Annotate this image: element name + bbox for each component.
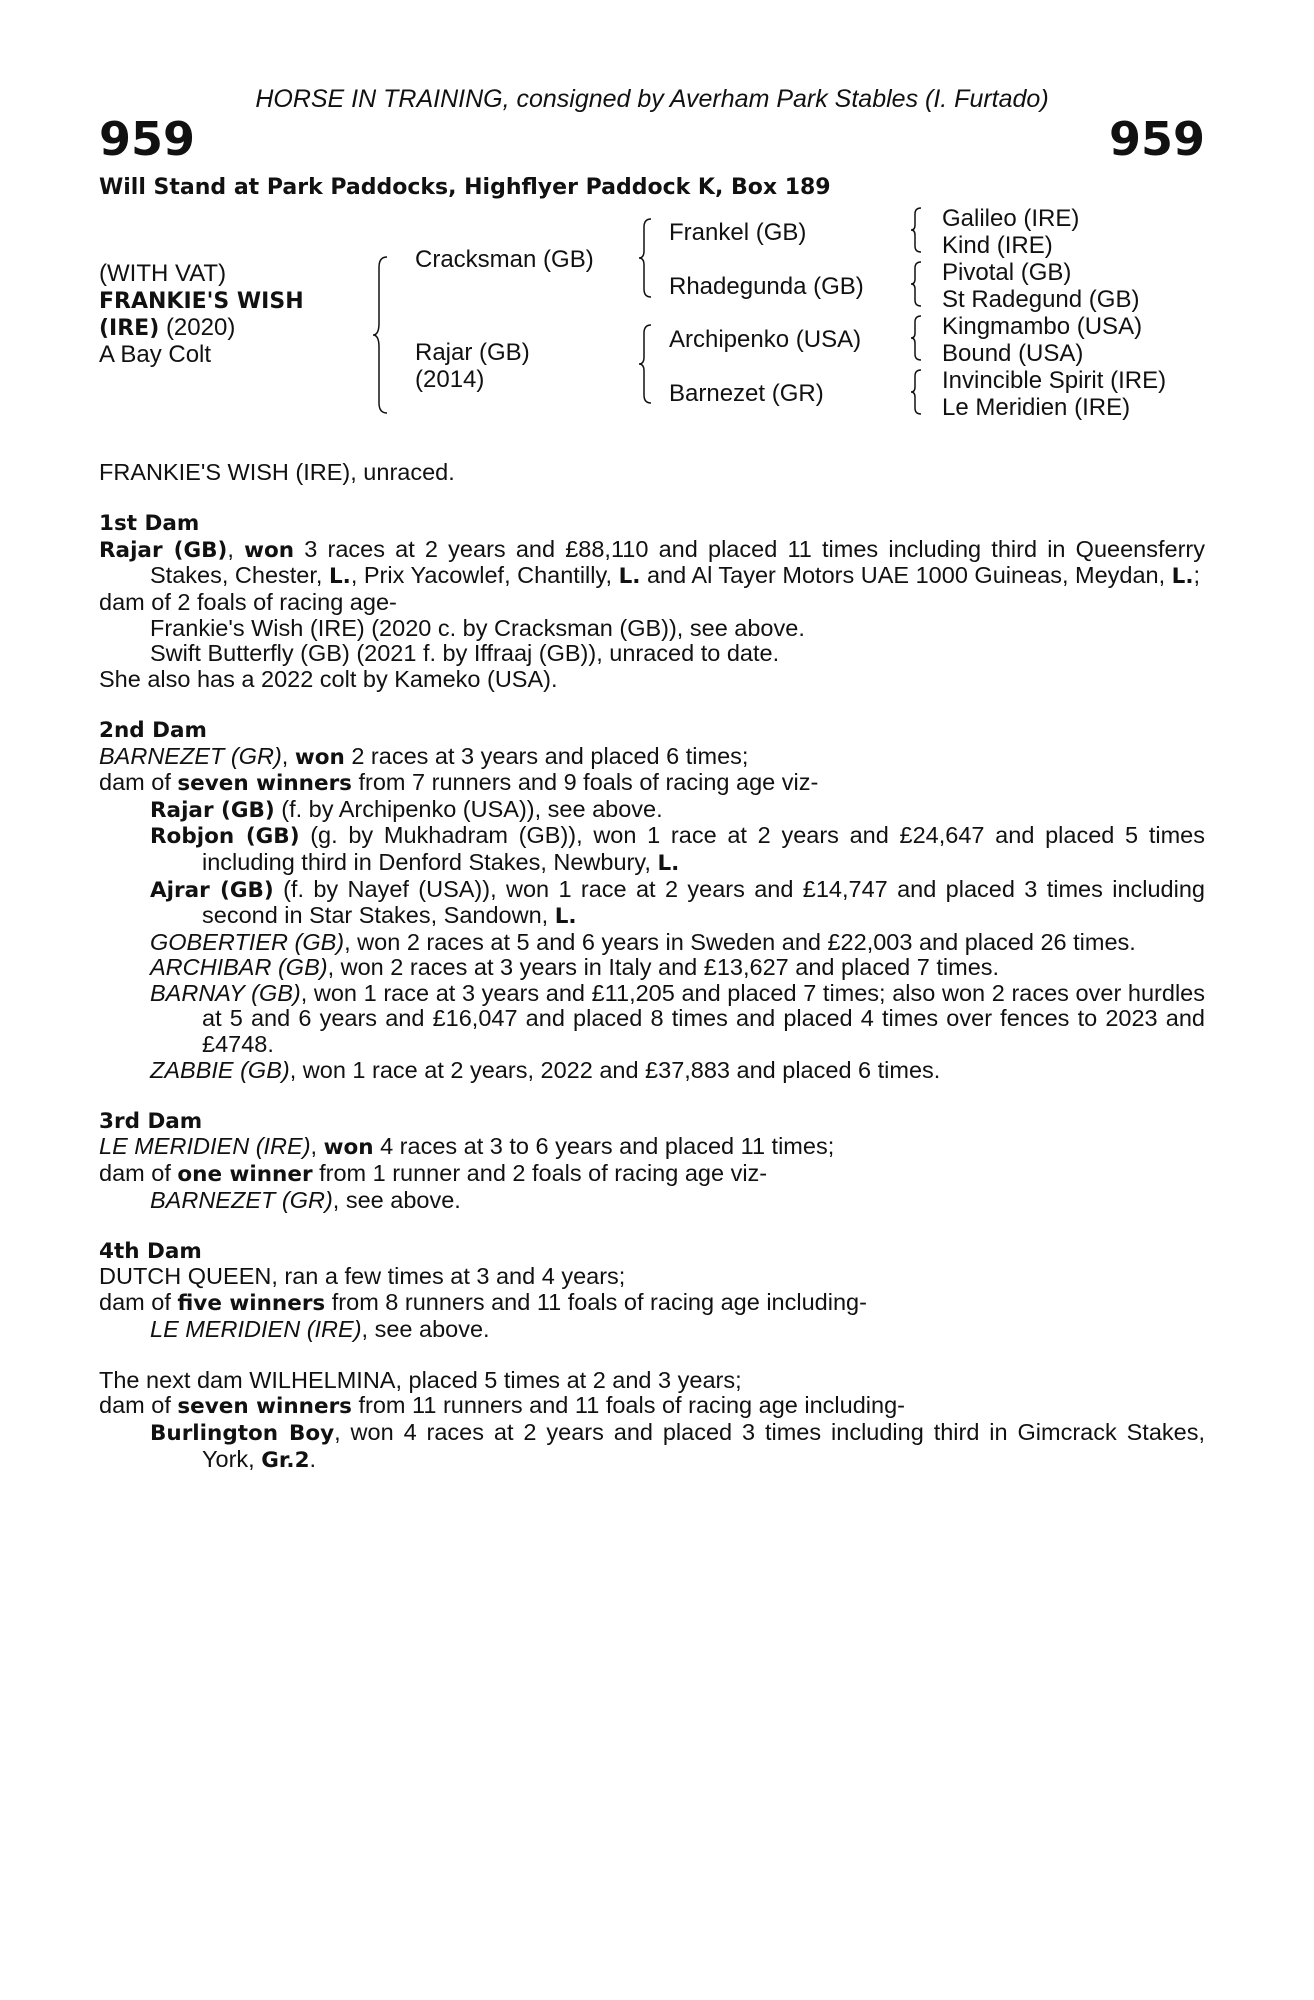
g1-galileo: Galileo (IRE) bbox=[942, 205, 1080, 232]
dam1-foal-2: Swift Butterfly (GB) (2021 f. by Iffraaj (GB)), unraced to date. bbox=[150, 640, 780, 667]
dam2-progeny-6: BARNAY (GB), won 1 race at 3 years and £11,205 and placed 7 times; also won 2 races over hurdles at 5 and 6 years and £16,047 and placed 8 times and placed 4 times over fences to 2023 and £4748. bbox=[150, 979, 1205, 1058]
horse-name: FRANKIE'S WISH bbox=[99, 289, 304, 314]
pedigree-notes bbox=[99, 460, 1205, 1473]
g5-kingmambo: Kingmambo (USA) bbox=[942, 313, 1143, 340]
lot-number-right: 959 bbox=[1108, 112, 1205, 166]
dam2-progeny-1: Rajar (GB) (f. by Archipenko (USA)), see above. bbox=[150, 795, 663, 823]
g8-le-meridien: Le Meridien (IRE) bbox=[942, 394, 1131, 421]
dam1-heading: 1st Dam bbox=[99, 511, 200, 537]
sire-dam: Rhadegunda (GB) bbox=[669, 273, 864, 300]
lot-number-left: 959 bbox=[99, 112, 196, 166]
dam1-note: She also has a 2022 colt by Kameko (USA). bbox=[99, 665, 558, 692]
vat-label: (WITH VAT) bbox=[99, 260, 227, 287]
dam2-progeny-3: Ajrar (GB) (f. by Nayef (USA)), won 1 race at 2 years and £14,747 and placed 3 times including second in Star Stakes, Sandown, L. bbox=[150, 875, 1205, 930]
g2-kind: Kind (IRE) bbox=[942, 232, 1053, 259]
dam4-produce: dam of five winners from 8 runners and 11 foals of racing age including- bbox=[99, 1289, 867, 1316]
horse-name-year: (IRE) (2020) bbox=[99, 314, 236, 341]
g7-invincible-spirit: Invincible Spirit (IRE) bbox=[942, 367, 1167, 394]
dam2-progeny-2: Robjon (GB) (g. by Mukhadram (GB)), won 1 race at 2 years and £24,647 and placed 5 times including third in Denford Stakes, Newbury, L. bbox=[150, 822, 1205, 876]
dam2-progeny-5: ARCHIBAR (GB), won 2 races at 3 years in Italy and £13,627 and placed 7 times. bbox=[150, 954, 1000, 981]
pedigree-chart bbox=[99, 205, 1205, 425]
dam1-record: Rajar (GB), won 3 races at 2 years and £88,110 and placed 11 times including third in Queensferry Stakes, Chester, L., Prix Yacowlef, Chantilly, L. and Al Tayer Motors UAE 1000 Guineas, Meydan, L.; bbox=[99, 535, 1205, 590]
dam2-progeny-7: ZABBIE (GB), won 1 race at 2 years, 2022 and £37,883 and placed 6 times. bbox=[150, 1056, 941, 1083]
pedigree-brace-g4 bbox=[909, 367, 925, 417]
consignor-line: HORSE IN TRAINING, consigned by Averham Park Stables (I. Furtado) bbox=[255, 85, 1049, 113]
stand-location: Will Stand at Park Paddocks, Highflyer Paddock K, Box 189 bbox=[99, 175, 831, 200]
dam3-progeny-1: BARNEZET (GR), see above. bbox=[150, 1186, 461, 1213]
dam-dam: Barnezet (GR) bbox=[669, 380, 824, 407]
g3-pivotal: Pivotal (GB) bbox=[942, 259, 1072, 286]
dam1-foal-1: Frankie's Wish (IRE) (2020 c. by Cracksman (GB)), see above. bbox=[150, 614, 805, 641]
dam-sire: Archipenko (USA) bbox=[669, 326, 862, 353]
dam2-produce: dam of seven winners from 7 runners and 9 foals of racing age viz- bbox=[99, 769, 819, 797]
g4-st-radegund: St Radegund (GB) bbox=[942, 286, 1140, 313]
dam3-heading: 3rd Dam bbox=[99, 1108, 203, 1134]
dam3-record: LE MERIDIEN (IRE), won 4 races at 3 to 6 years and placed 11 times; bbox=[99, 1133, 835, 1161]
next-dam-progeny-1: Burlington Boy, won 4 races at 2 years and placed 3 times including third in Gimcrack Stakes, York, Gr.2. bbox=[150, 1418, 1205, 1473]
pedigree-brace-sire bbox=[637, 217, 655, 299]
sire: Cracksman (GB) bbox=[415, 246, 594, 273]
dam4-heading: 4th Dam bbox=[99, 1238, 202, 1264]
dam4-record: DUTCH QUEEN, ran a few times at 3 and 4 years; bbox=[99, 1263, 626, 1290]
dam-year: (2014) bbox=[415, 366, 485, 393]
pedigree-brace-g2 bbox=[909, 259, 925, 309]
pedigree-brace-g1 bbox=[909, 205, 925, 255]
next-dam-produce: dam of seven winners from 11 runners and 11 foals of racing age including- bbox=[99, 1392, 905, 1420]
dam3-produce: dam of one winner from 1 runner and 2 foals of racing age viz- bbox=[99, 1160, 768, 1188]
pedigree-brace-g3 bbox=[909, 313, 925, 363]
pedigree-brace-main bbox=[371, 255, 391, 415]
g6-bound: Bound (USA) bbox=[942, 340, 1084, 367]
dam4-progeny-1: LE MERIDIEN (IRE), see above. bbox=[150, 1315, 490, 1342]
dam: Rajar (GB) bbox=[415, 339, 530, 366]
next-dam-record: The next dam WILHELMINA, placed 5 times at 2 and 3 years; bbox=[99, 1366, 742, 1393]
dam2-progeny-4: GOBERTIER (GB), won 2 races at 5 and 6 years in Sweden and £22,003 and placed 26 times. bbox=[150, 928, 1136, 955]
dam2-record: BARNEZET (GR), won 2 races at 3 years and placed 6 times; bbox=[99, 742, 749, 770]
sire-sire: Frankel (GB) bbox=[669, 219, 807, 246]
summary-line: FRANKIE'S WISH (IRE), unraced. bbox=[99, 459, 455, 485]
pedigree-brace-dam bbox=[637, 323, 655, 405]
dam2-heading: 2nd Dam bbox=[99, 717, 207, 743]
catalogue-page bbox=[99, 0, 1205, 2000]
dam1-foals: dam of 2 foals of racing age- bbox=[99, 588, 397, 615]
horse-description: A Bay Colt bbox=[99, 341, 212, 368]
